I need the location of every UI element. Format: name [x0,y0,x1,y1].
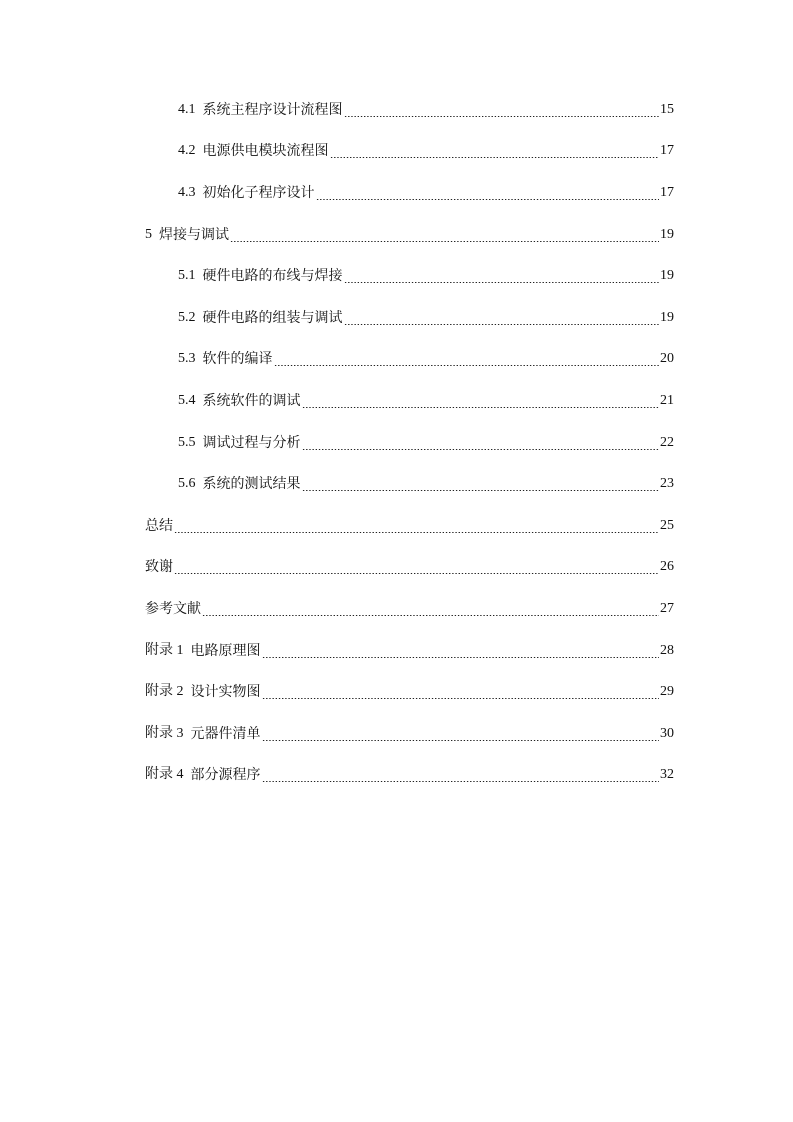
dot-leader [262,686,660,700]
toc-entry[interactable] [0,297,674,339]
toc-entry-page: 19 [660,268,674,284]
dot-leader [302,478,660,492]
toc-entry-page: 26 [660,559,674,575]
toc-entry[interactable] [0,588,674,630]
dot-leader [174,520,659,534]
toc-entry-page: 19 [660,226,674,242]
toc-entry-page: 32 [660,767,674,783]
dot-leader [202,603,659,617]
dot-leader [344,312,660,326]
toc-entry-page: 27 [660,600,674,616]
toc-entry-page: 20 [660,351,674,367]
dot-leader [230,229,659,243]
toc-entry-title: 系统软件的调试 [202,392,301,409]
dot-leader [174,561,659,575]
toc-entry-number: 附录 2 [145,684,184,700]
toc-entry-page: 28 [660,642,674,658]
toc-entry-number: 5.6 [178,476,196,492]
toc-entry[interactable] [0,131,674,173]
toc-entry-title: 初始化子程序设计 [202,184,315,201]
toc-entry[interactable] [0,630,674,672]
toc-entry-page: 21 [660,392,674,408]
toc-entry-number: 5.1 [178,268,196,284]
toc-entry-page: 17 [660,184,674,200]
toc-entry[interactable] [0,255,674,297]
toc-entry-title: 致谢 [145,559,173,576]
toc-entry-number: 5 [145,226,152,242]
dot-leader [302,395,660,409]
toc-entry-page: 19 [660,309,674,325]
toc-entry-page: 22 [660,434,674,450]
toc-entry-title: 系统主程序设计流程图 [202,101,343,118]
toc-entry-title: 设计实物图 [190,684,261,701]
toc-entry[interactable] [0,463,674,505]
toc-entry-title: 部分源程序 [190,767,261,784]
toc-entry[interactable] [0,339,674,381]
toc-entry-title: 电源供电模块流程图 [202,143,329,160]
toc-entry-number: 5.4 [178,392,196,408]
toc-entry-title: 硬件电路的组装与调试 [202,309,343,326]
toc-entry[interactable] [0,380,674,422]
toc-entry-number: 附录 4 [145,767,184,783]
dot-leader [344,104,660,118]
dot-leader [330,145,660,159]
table-of-contents [0,89,793,796]
toc-entry-number: 4.1 [178,101,196,117]
toc-entry[interactable] [0,89,674,131]
dot-leader [262,769,660,783]
toc-entry-number: 5.2 [178,309,196,325]
toc-entry-title: 总结 [145,517,173,534]
toc-entry-page: 15 [660,101,674,117]
toc-entry[interactable] [0,422,674,464]
dot-leader [302,437,660,451]
toc-entry-title: 焊接与调试 [159,226,229,243]
toc-entry-number: 附录 3 [145,725,184,741]
toc-entry-title: 调试过程与分析 [202,434,301,451]
toc-entry-page: 23 [660,476,674,492]
toc-entry[interactable] [0,172,674,214]
toc-entry-number: 附录 1 [145,642,184,658]
toc-entry-title: 元器件清单 [190,725,261,742]
dot-leader [344,270,660,284]
toc-entry-page: 17 [660,143,674,159]
toc-entry-title: 系统的测试结果 [202,476,301,493]
dot-leader [262,728,660,742]
toc-entry[interactable] [0,713,674,755]
toc-entry-title: 软件的编译 [202,351,273,368]
toc-entry-title: 硬件电路的布线与焊接 [202,268,343,285]
toc-entry[interactable] [0,671,674,713]
toc-entry-title: 参考文献 [145,600,201,617]
toc-entry[interactable] [0,755,674,797]
toc-entry-number: 5.5 [178,434,196,450]
toc-entry[interactable] [0,547,674,589]
toc-entry[interactable] [0,505,674,547]
toc-entry-number: 4.2 [178,143,196,159]
toc-entry-page: 30 [660,725,674,741]
toc-entry-number: 4.3 [178,184,196,200]
dot-leader [274,353,660,367]
toc-entry-page: 25 [660,517,674,533]
dot-leader [262,645,660,659]
toc-entry-number: 5.3 [178,351,196,367]
toc-entry[interactable] [0,214,674,256]
toc-entry-title: 电路原理图 [190,642,261,659]
toc-entry-page: 29 [660,684,674,700]
dot-leader [316,187,660,201]
